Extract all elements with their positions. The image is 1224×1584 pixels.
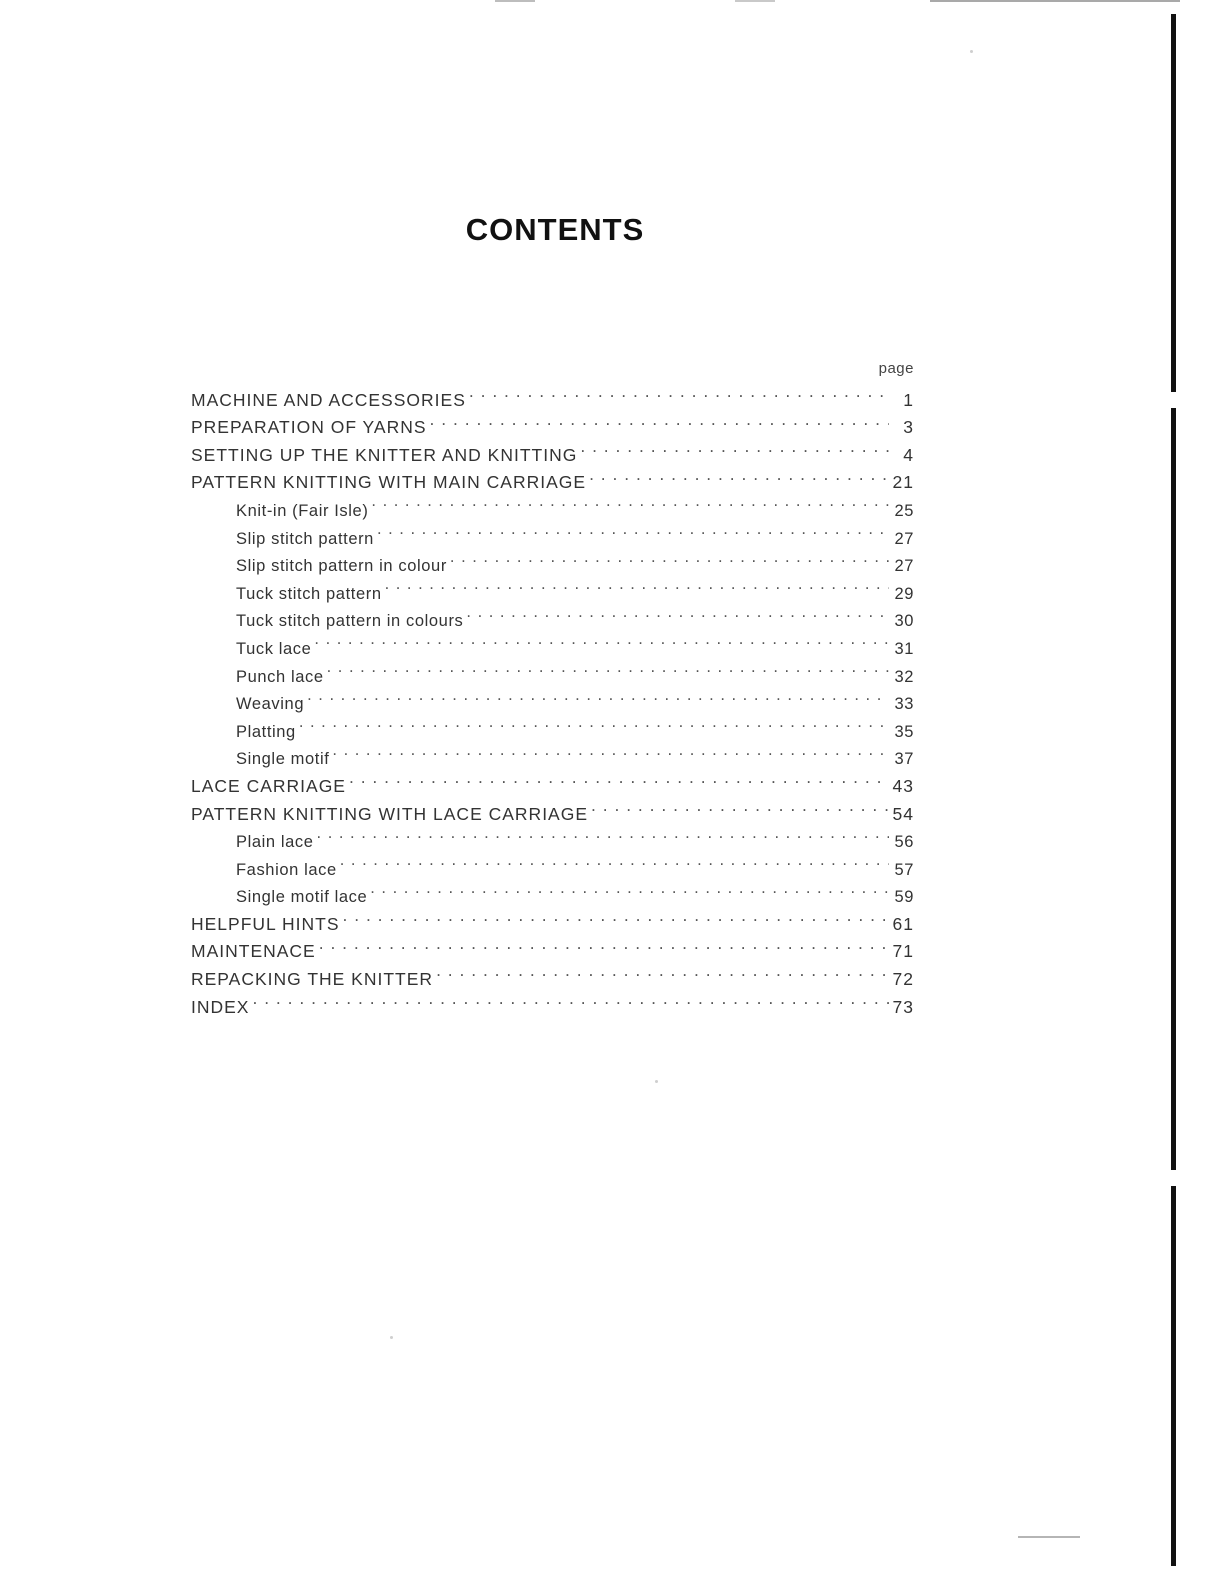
toc-entry-page: 35: [894, 722, 914, 741]
scan-artifact-top-line: [735, 0, 775, 2]
scan-speck: [970, 50, 973, 53]
toc-entry-label: PATTERN KNITTING WITH MAIN CARRIAGE: [191, 472, 587, 493]
dot-leader: [371, 488, 889, 516]
scan-artifact-bottom-line: [1018, 1536, 1080, 1538]
toc-entry-page: 43: [892, 775, 914, 796]
dot-leader: [591, 792, 889, 820]
toc-subentry: [191, 709, 914, 741]
toc-entry-page: 1: [903, 389, 914, 410]
dot-leader: [469, 378, 889, 406]
toc-entries: [191, 378, 914, 1017]
toc-entry-page: 61: [892, 913, 914, 934]
dot-leader: [466, 599, 889, 627]
dot-leader: [436, 957, 889, 985]
dot-leader: [299, 709, 889, 737]
scan-artifact-top-line: [495, 0, 535, 2]
scan-artifact-top-line: [930, 0, 1180, 2]
toc-entry-label: Tuck stitch pattern: [236, 584, 382, 603]
dot-leader: [317, 820, 889, 848]
dot-leader: [450, 544, 889, 572]
toc-entry-label: INDEX: [191, 996, 250, 1017]
toc-entry-page: 57: [894, 860, 914, 879]
toc-entry-label: Punch lace: [236, 667, 324, 686]
toc-entry-page: 59: [894, 888, 914, 907]
table-of-contents: [191, 360, 914, 1017]
toc-entry-label: SETTING UP THE KNITTER AND KNITTING: [191, 444, 578, 465]
toc-entry-label: PREPARATION OF YARNS: [191, 417, 427, 438]
dot-leader: [314, 626, 889, 654]
toc-entry-page: 4: [903, 444, 914, 465]
toc-entry: [191, 378, 914, 410]
dot-leader: [343, 902, 890, 930]
dot-leader: [340, 847, 889, 875]
scan-speck: [655, 1080, 658, 1083]
toc-entry-page: 3: [903, 417, 914, 438]
toc-entry-page: 73: [892, 996, 914, 1017]
dot-leader: [589, 461, 889, 489]
page-edge-shadow: [1171, 14, 1176, 392]
dot-leader: [332, 737, 889, 765]
toc-entry-page: 27: [894, 557, 914, 576]
toc-entry-page: 33: [894, 695, 914, 714]
toc-entry-label: PATTERN KNITTING WITH LACE CARRIAGE: [191, 803, 589, 824]
toc-entry-label: MACHINE AND ACCESSORIES: [191, 389, 466, 410]
toc-entry-label: LACE CARRIAGE: [191, 775, 346, 796]
dot-leader: [430, 406, 889, 434]
toc-subentry: [191, 737, 914, 769]
toc-entry: [191, 985, 914, 1017]
toc-entry-page: 72: [892, 969, 914, 990]
dot-leader: [377, 516, 889, 544]
toc-entry-label: Single motif lace: [236, 888, 368, 907]
toc-entry-label: Plain lace: [236, 833, 314, 852]
toc-entry-label: Weaving: [236, 695, 305, 714]
toc-entry-label: Single motif: [236, 750, 330, 769]
toc-entry-page: 56: [894, 833, 914, 852]
page-title: CONTENTS: [465, 212, 645, 247]
dot-leader: [327, 654, 889, 682]
toc-entry-page: 29: [894, 584, 914, 603]
toc-entry-label: Fashion lace: [236, 860, 337, 879]
dot-leader: [385, 571, 889, 599]
dot-leader: [319, 930, 889, 958]
page-edge-shadow: [1171, 408, 1176, 1170]
toc-entry-label: Platting: [236, 722, 296, 741]
scan-speck: [390, 1336, 393, 1339]
toc-entry-page: 25: [894, 501, 914, 520]
toc-entry-label: MAINTENACE: [191, 941, 316, 962]
toc-entry-page: 54: [892, 803, 914, 824]
toc-entry-page: 31: [894, 639, 914, 658]
dot-leader: [580, 433, 889, 461]
toc-entry-label: Tuck lace: [236, 639, 312, 658]
toc-entry-label: Knit-in (Fair Isle): [236, 501, 369, 520]
dot-leader: [349, 764, 889, 792]
toc-entry-label: Slip stitch pattern in colour: [236, 557, 447, 576]
dot-leader: [252, 985, 889, 1013]
dot-leader: [307, 682, 889, 710]
toc-entry-label: Slip stitch pattern: [236, 529, 374, 548]
page-edge-shadow: [1171, 1186, 1176, 1566]
dot-leader: [370, 875, 889, 903]
toc-entry-page: 27: [894, 529, 914, 548]
toc-entry-page: 37: [894, 750, 914, 769]
toc-entry-label: Tuck stitch pattern in colours: [236, 612, 464, 631]
toc-entry-page: 71: [892, 941, 914, 962]
page-column-label: page: [878, 360, 914, 377]
toc-entry-label: HELPFUL HINTS: [191, 913, 340, 934]
toc-entry-page: 32: [894, 667, 914, 686]
toc-entry-label: REPACKING THE KNITTER: [191, 969, 434, 990]
toc-entry-page: 30: [894, 612, 914, 631]
toc-entry-page: 21: [892, 472, 914, 493]
